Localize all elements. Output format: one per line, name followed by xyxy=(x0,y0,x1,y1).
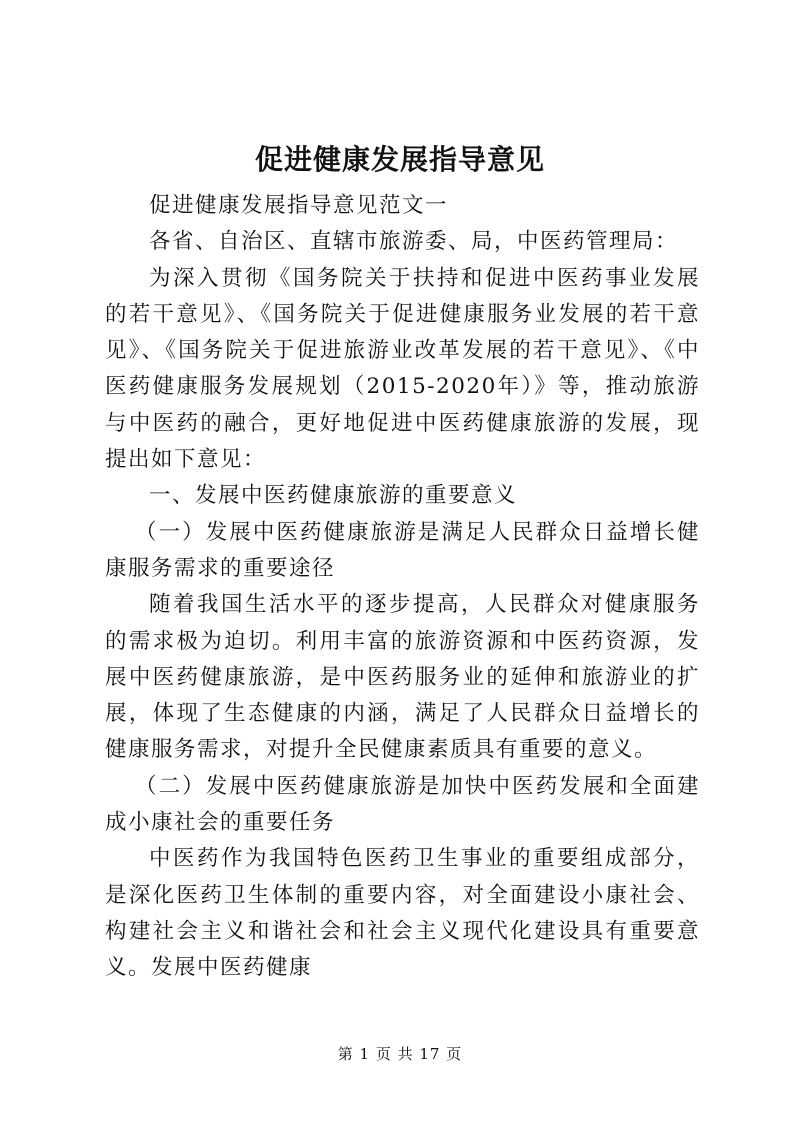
paragraph-body-1: 随着我国生活水平的逐步提高，人民群众对健康服务的需求极为迫切。利用丰富的旅游资源和中医药资源，发展中医药健康旅游，是中医药服务业的延伸和旅游业的扩展，体现了生态健康的内涵，满足了人民群众日益增长的健康服务需求，对提升全民健康素质具有重要的意义。 xyxy=(105,592,700,763)
paragraph-subtitle: 促进健康发展指导意见范文一 xyxy=(149,193,449,218)
subsection-heading-1: （一）发展中医药健康旅游是满足人民群众日益增长健康服务需求的重要途径 xyxy=(105,519,700,581)
subsection-heading-2: （二）发展中医药健康旅游是加快中医药发展和全面建成小康社会的重要任务 xyxy=(105,773,700,836)
document-body xyxy=(105,188,700,987)
section-heading-1: 一、发展中医药健康旅游的重要意义 xyxy=(149,483,518,509)
page-number-footer: 第 1 页 共 17 页 xyxy=(337,1045,463,1063)
paragraph-addressee: 各省、自治区、直辖市旅游委、局，中医药管理局： xyxy=(149,229,679,255)
paragraph-body-2: 中医药作为我国特色医药卫生事业的重要组成部分，是深化医药卫生体制的重要内容，对全面建设小康社会、构建社会主义和谐社会和社会主义现代化建设具有重要意义。发展中医药健康 xyxy=(105,846,700,981)
document-title: 促进健康发展指导意见 xyxy=(254,143,545,176)
paragraph-intro: 为深入贯彻《国务院关于扶持和促进中医药事业发展的若干意见》、《国务院关于促进健康服务业发展的若干意见》、《国务院关于促进旅游业改革发展的若干意见》、《中医药健康服务发展规划（2015-2020年）》等，推动旅游与中医药的融合，更好地促进中医药健康旅游的发展，现提出如下意见： xyxy=(105,265,700,473)
